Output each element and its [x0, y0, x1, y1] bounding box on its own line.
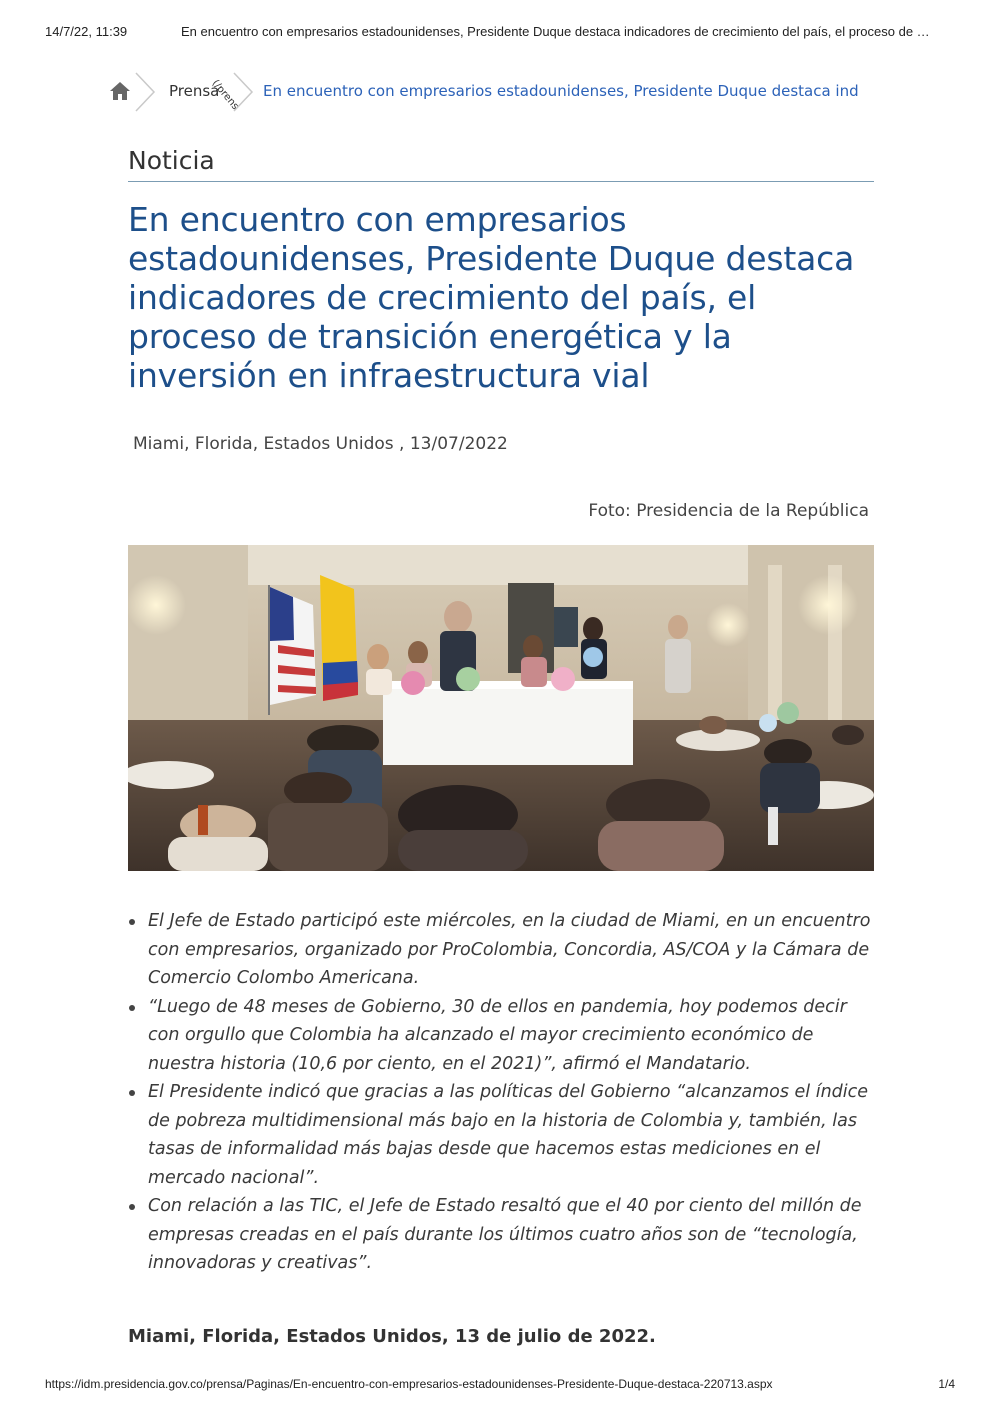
section-divider: [128, 181, 874, 182]
article-place-date: Miami, Florida, Estados Unidos, 13 de julio de 2022.: [128, 1326, 656, 1347]
print-title: En encuentro con empresarios estadounidenses, Presidente Duque destaca indicadores de crecimiento del país, el proceso de …: [181, 24, 930, 39]
list-item: “Luego de 48 meses de Gobierno, 30 de ellos en pandemia, hoy podemos decir con orgullo que Colombia ha alcanzado el mayor crecimiento económico de nuestra historia (10,6 por ciento, en el 2021)”, afirmó el Mandatario.: [128, 993, 874, 1079]
article-headline: En encuentro con empresarios estadounidenses, Presidente Duque destaca indicadores de crecimiento del país, el proceso de transición energética y la inversión en infraestructura vial: [128, 200, 855, 395]
section-label: Noticia: [128, 146, 215, 175]
print-url: https://idm.presidencia.gov.co/prensa/Paginas/En-encuentro-con-empresarios-estadounidenses-Presidente-Duque-destaca-220713.aspx: [45, 1377, 773, 1391]
home-icon[interactable]: [108, 80, 132, 102]
article-highlights: [128, 907, 874, 1278]
photo-credit: Foto: Presidencia de la República: [588, 501, 869, 521]
article-dateline: Miami, Florida, Estados Unidos , 13/07/2022: [133, 434, 508, 454]
page-number: 1/4: [938, 1377, 955, 1391]
article-photo: [128, 545, 874, 871]
list-item: Con relación a las TIC, el Jefe de Estado resaltó que el 40 por ciento del millón de empresas creadas en el país durante los últimos cuatro años son de “tecnología, innovadoras y creativas”.: [128, 1192, 874, 1278]
breadcrumb-item-prensa[interactable]: Prensa: [169, 82, 220, 100]
print-footer: [0, 1377, 1000, 1397]
list-item: El Presidente indicó que gracias a las políticas del Gobierno “alcanzamos el índice de pobreza multidimensional más bajo en la historia de Colombia y, también, las tasas de informalidad más bajas desde que hacemos estas mediciones en el mercado nacional”.: [128, 1078, 874, 1192]
print-datetime: 14/7/22, 11:39: [45, 24, 128, 39]
event-photo-illustration: [128, 545, 874, 871]
breadcrumb: [108, 72, 898, 112]
breadcrumb-current[interactable]: En encuentro con empresarios estadounidenses, Presidente Duque destaca ind: [263, 82, 859, 100]
chevron-right-icon: [232, 72, 254, 112]
chevron-right-icon: [134, 72, 156, 112]
breadcrumb-item-path[interactable]: (/prens: [209, 78, 241, 113]
print-header: [0, 24, 1000, 44]
list-item: El Jefe de Estado participó este miércoles, en la ciudad de Miami, en un encuentro con empresarios, organizado por ProColombia, Concordia, AS/COA y la Cámara de Comercio Colombo Americana.: [128, 907, 874, 993]
